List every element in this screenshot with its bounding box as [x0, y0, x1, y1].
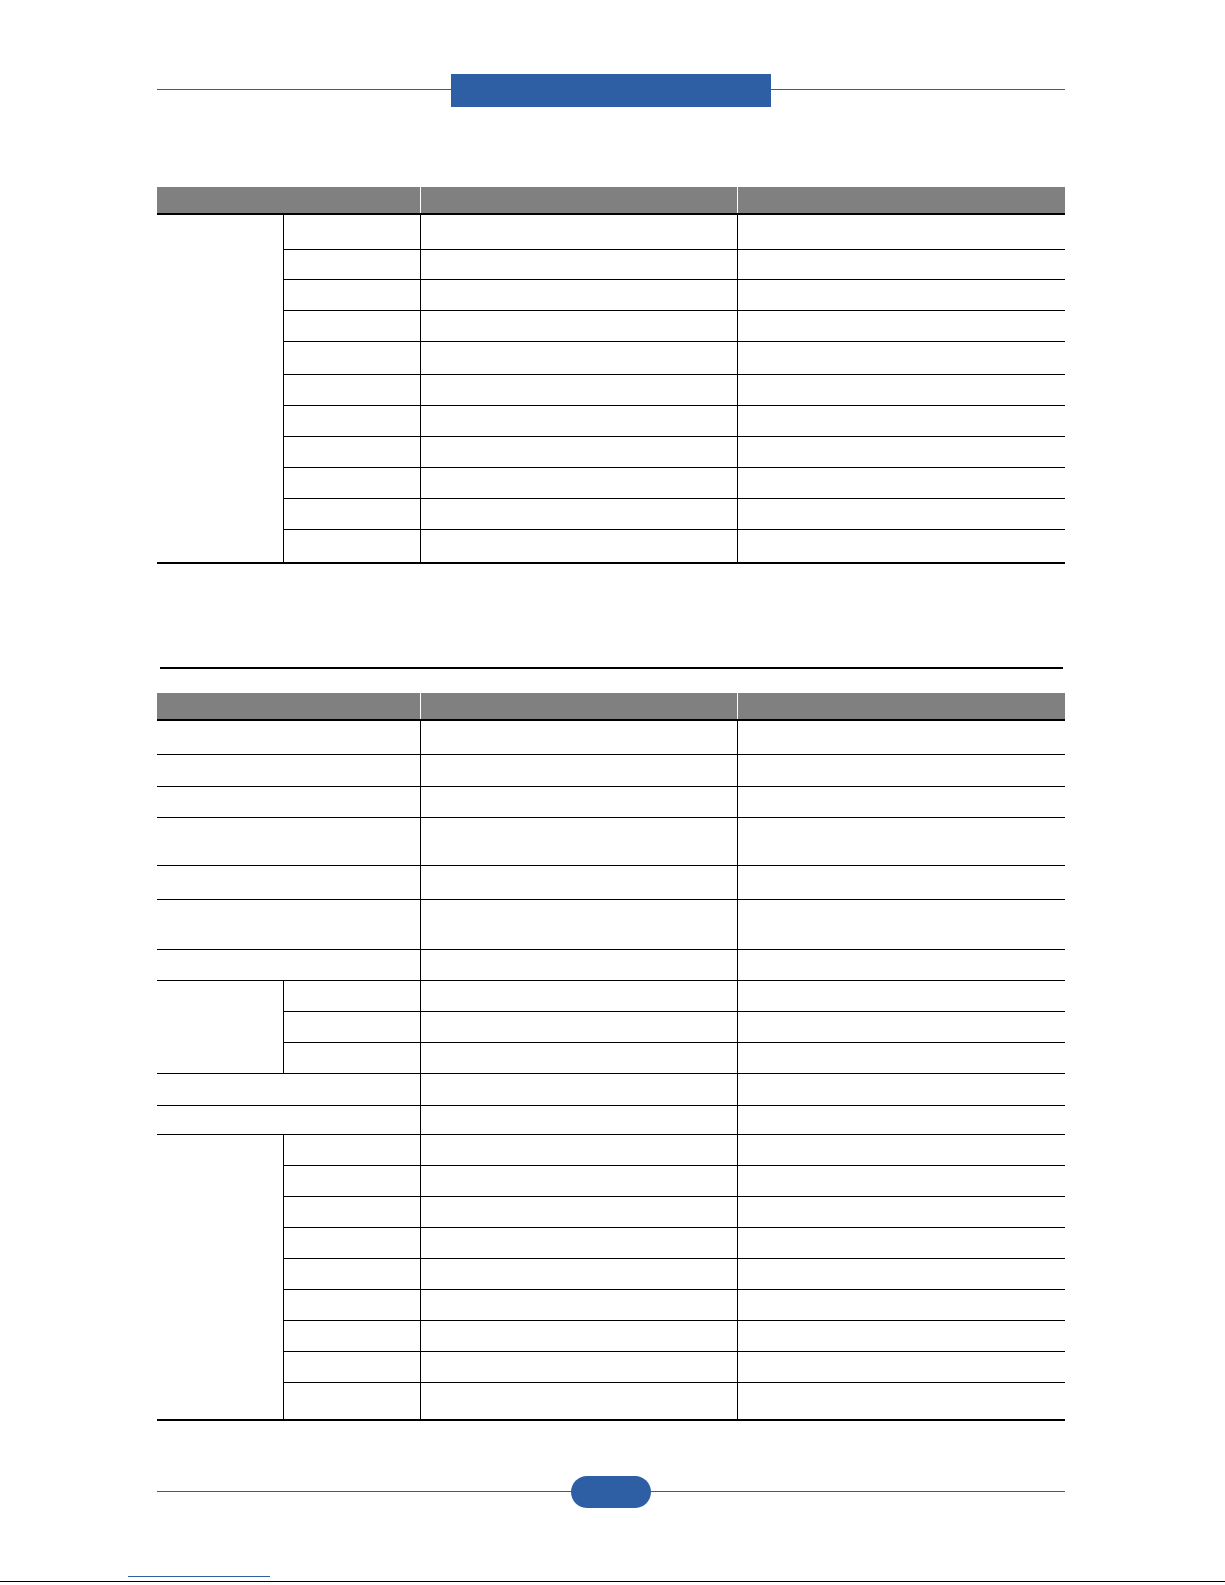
table-row [157, 865, 1065, 899]
table-row [157, 374, 1065, 405]
table-row [157, 310, 1065, 341]
value-cell [420, 1351, 737, 1382]
group-label [157, 214, 283, 563]
column-header-item [157, 693, 420, 720]
value-cell [737, 1105, 1065, 1134]
value-cell [737, 865, 1065, 899]
value-cell [737, 1382, 1065, 1420]
table-row [157, 1289, 1065, 1320]
value-cell [420, 817, 737, 865]
spec-table-2 [157, 693, 1065, 1421]
item-cell [283, 1134, 420, 1165]
value-cell [737, 817, 1065, 865]
value-cell [420, 1289, 737, 1320]
value-cell [420, 865, 737, 899]
item-cell [157, 865, 420, 899]
value-cell [420, 1165, 737, 1196]
value-cell [420, 980, 737, 1011]
value-cell [420, 374, 737, 405]
value-cell [420, 1227, 737, 1258]
table-row [157, 436, 1065, 467]
table-row [157, 1227, 1065, 1258]
item-cell [157, 720, 420, 754]
section-rule [160, 667, 1063, 669]
table-header-row [157, 187, 1065, 214]
item-cell [283, 214, 420, 249]
value-cell [420, 949, 737, 980]
table-row [157, 1134, 1065, 1165]
table-row [157, 498, 1065, 529]
value-cell [737, 1351, 1065, 1382]
value-cell [737, 899, 1065, 949]
footer-link[interactable] [128, 1576, 270, 1577]
item-cell [283, 1042, 420, 1073]
table-row [157, 1382, 1065, 1420]
table-row [157, 405, 1065, 436]
value-cell [420, 1105, 737, 1134]
page-number-badge [571, 1476, 651, 1508]
table-row [157, 720, 1065, 754]
value-cell [737, 529, 1065, 563]
value-cell [737, 405, 1065, 436]
item-cell [283, 529, 420, 563]
value-cell [737, 374, 1065, 405]
table-row [157, 529, 1065, 563]
item-cell [157, 1073, 420, 1105]
value-cell [420, 1011, 737, 1042]
table-row [157, 899, 1065, 949]
value-cell [420, 1382, 737, 1420]
value-cell [737, 249, 1065, 279]
value-cell [420, 529, 737, 563]
value-cell [737, 214, 1065, 249]
value-cell [737, 1289, 1065, 1320]
value-cell [420, 467, 737, 498]
column-header-3 [737, 187, 1065, 214]
item-cell [283, 1382, 420, 1420]
table-row [157, 279, 1065, 310]
value-cell [420, 1196, 737, 1227]
value-cell [420, 720, 737, 754]
value-cell [737, 1011, 1065, 1042]
spec-table-1 [157, 187, 1065, 564]
item-cell [283, 1258, 420, 1289]
group-label [157, 980, 283, 1073]
value-cell [737, 498, 1065, 529]
table-row [157, 786, 1065, 817]
item-cell [283, 1165, 420, 1196]
value-cell [737, 1258, 1065, 1289]
value-cell [420, 214, 737, 249]
item-cell [283, 1227, 420, 1258]
table-row [157, 754, 1065, 786]
table-header-row [157, 693, 1065, 720]
item-cell [283, 279, 420, 310]
value-cell [737, 279, 1065, 310]
item-cell [157, 1105, 420, 1134]
item-cell [283, 498, 420, 529]
value-cell [420, 436, 737, 467]
item-cell [283, 1289, 420, 1320]
table-row [157, 1165, 1065, 1196]
value-cell [737, 1134, 1065, 1165]
item-cell [157, 899, 420, 949]
table-row [157, 1196, 1065, 1227]
column-header-3 [737, 693, 1065, 720]
value-cell [737, 1042, 1065, 1073]
table-row [157, 1320, 1065, 1351]
item-cell [157, 786, 420, 817]
value-cell [420, 1320, 737, 1351]
table-row [157, 1042, 1065, 1073]
table-row [157, 949, 1065, 980]
item-cell [157, 754, 420, 786]
value-cell [737, 1073, 1065, 1105]
table-row [157, 214, 1065, 249]
value-cell [420, 498, 737, 529]
value-cell [420, 279, 737, 310]
table-row [157, 1011, 1065, 1042]
item-cell [157, 817, 420, 865]
value-cell [737, 980, 1065, 1011]
value-cell [420, 249, 737, 279]
value-cell [737, 341, 1065, 374]
item-cell [283, 467, 420, 498]
value-cell [420, 754, 737, 786]
value-cell [420, 1042, 737, 1073]
item-cell [283, 1011, 420, 1042]
value-cell [420, 405, 737, 436]
item-cell [283, 436, 420, 467]
column-header-2 [420, 693, 737, 720]
item-cell [283, 405, 420, 436]
item-cell [157, 949, 420, 980]
table-row [157, 341, 1065, 374]
value-cell [420, 341, 737, 374]
value-cell [737, 1227, 1065, 1258]
item-cell [283, 374, 420, 405]
item-cell [283, 341, 420, 374]
value-cell [420, 899, 737, 949]
item-cell [283, 1320, 420, 1351]
value-cell [737, 1320, 1065, 1351]
value-cell [737, 949, 1065, 980]
table-row [157, 1073, 1065, 1105]
table-row [157, 817, 1065, 865]
table-row [157, 1351, 1065, 1382]
item-cell [283, 980, 420, 1011]
item-cell [283, 310, 420, 341]
table-row [157, 467, 1065, 498]
value-cell [737, 1165, 1065, 1196]
page-bottom-edge [0, 1581, 1225, 1582]
table-row [157, 980, 1065, 1011]
value-cell [420, 1258, 737, 1289]
column-header-item [157, 187, 420, 214]
group-label [157, 1134, 283, 1420]
value-cell [737, 1196, 1065, 1227]
item-cell [283, 249, 420, 279]
value-cell [420, 1073, 737, 1105]
value-cell [420, 786, 737, 817]
value-cell [737, 786, 1065, 817]
item-cell [283, 1196, 420, 1227]
table-row [157, 249, 1065, 279]
value-cell [737, 754, 1065, 786]
column-header-2 [420, 187, 737, 214]
value-cell [420, 1134, 737, 1165]
value-cell [737, 436, 1065, 467]
table-row [157, 1105, 1065, 1134]
header-tab [451, 74, 771, 107]
value-cell [737, 720, 1065, 754]
value-cell [737, 467, 1065, 498]
item-cell [283, 1351, 420, 1382]
value-cell [420, 310, 737, 341]
value-cell [737, 310, 1065, 341]
table-row [157, 1258, 1065, 1289]
